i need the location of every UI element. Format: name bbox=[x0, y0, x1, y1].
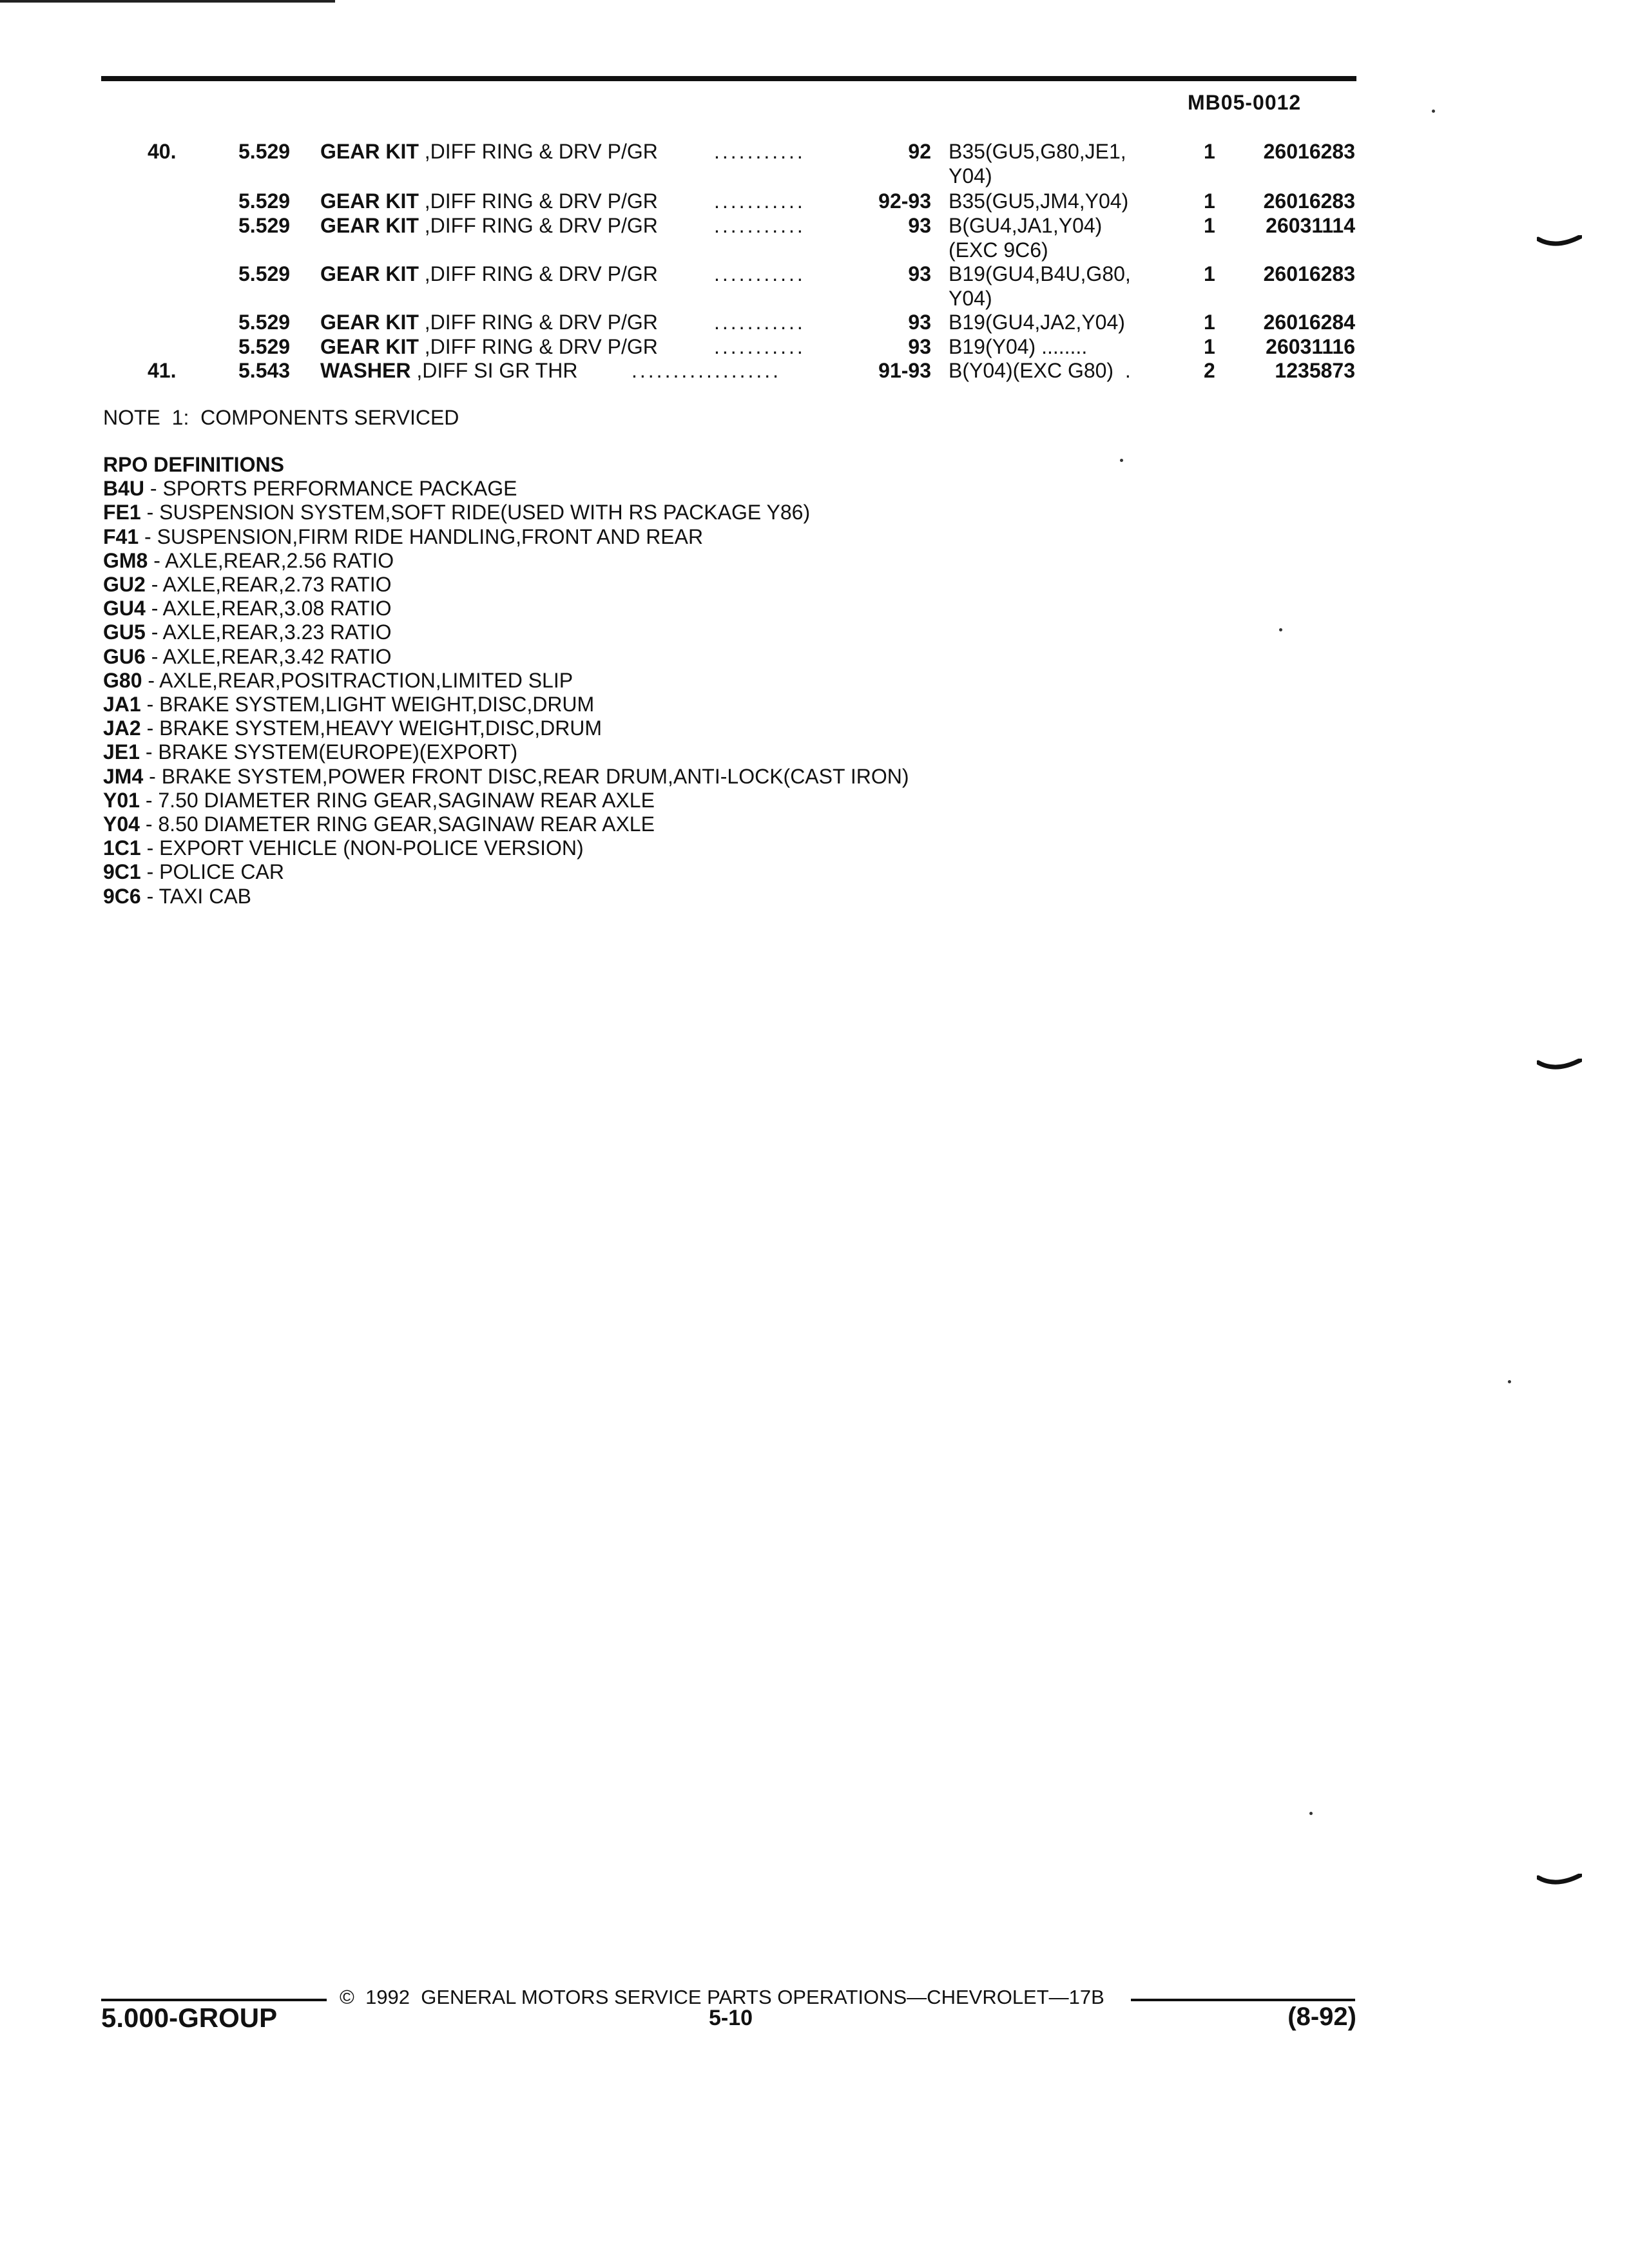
model-year: 92-93 bbox=[878, 189, 931, 213]
part-number: 1235873 bbox=[1275, 359, 1355, 382]
rpo-definition bbox=[103, 740, 909, 764]
quantity: 1 bbox=[1204, 335, 1215, 358]
part-name: WASHER bbox=[320, 359, 411, 382]
rpo-text: - AXLE,REAR,3.08 RATIO bbox=[145, 597, 392, 620]
part-description bbox=[320, 139, 658, 164]
dot-leader: ........... bbox=[714, 311, 805, 334]
document-code: MB05-0012 bbox=[1188, 91, 1302, 114]
ref-number: 41. bbox=[148, 359, 177, 382]
rpo-code: 9C1 bbox=[103, 860, 141, 884]
rpo-code: GU5 bbox=[103, 620, 146, 644]
part-detail: ,DIFF RING & DRV P/GR bbox=[418, 140, 658, 163]
rpo-code: GM8 bbox=[103, 548, 148, 572]
rpo-code: Y04 bbox=[103, 812, 140, 836]
rpo-definition bbox=[103, 525, 909, 549]
rpo-definition bbox=[103, 860, 909, 884]
part-name: GEAR KIT bbox=[320, 140, 419, 163]
rpo-definition bbox=[103, 501, 909, 524]
application-continued: Y04) bbox=[949, 287, 992, 310]
rpo-text: - BRAKE SYSTEM,POWER FRONT DISC,REAR DRUM,ANTI-LOCK(CAST IRON) bbox=[143, 764, 909, 788]
rpo-code: GU6 bbox=[103, 644, 146, 668]
part-number: 26016284 bbox=[1263, 311, 1355, 334]
rpo-definition bbox=[103, 645, 909, 669]
quantity: 1 bbox=[1204, 214, 1215, 237]
rpo-code: B4U bbox=[103, 477, 145, 501]
application: B19(Y04) ........ bbox=[949, 335, 1088, 358]
rpo-text: - AXLE,REAR,2.73 RATIO bbox=[145, 573, 392, 597]
scan-speck bbox=[1120, 459, 1123, 462]
group-number: 5.529 bbox=[238, 140, 291, 163]
part-detail: ,DIFF RING & DRV P/GR bbox=[418, 262, 658, 285]
rpo-text: - AXLE,REAR,POSITRACTION,LIMITED SLIP bbox=[142, 668, 574, 692]
table-row bbox=[0, 139, 1629, 187]
part-number: 26016283 bbox=[1263, 189, 1355, 213]
quantity: 1 bbox=[1204, 311, 1215, 334]
group-number: 5.529 bbox=[238, 335, 291, 358]
scan-speck bbox=[1279, 628, 1282, 631]
part-detail: ,DIFF RING & DRV P/GR bbox=[418, 311, 658, 334]
group-number: 5.529 bbox=[238, 189, 291, 213]
rpo-text: - BRAKE SYSTEM(EUROPE)(EXPORT) bbox=[139, 740, 518, 764]
part-number: 26031116 bbox=[1266, 335, 1355, 358]
group-number: 5.529 bbox=[238, 214, 291, 237]
note-text: NOTE 1: COMPONENTS SERVICED bbox=[103, 406, 459, 429]
quantity: 1 bbox=[1204, 189, 1215, 213]
rpo-text: - EXPORT VEHICLE (NON-POLICE VERSION) bbox=[140, 836, 584, 860]
part-detail: ,DIFF RING & DRV P/GR bbox=[418, 214, 658, 237]
quantity: 1 bbox=[1204, 262, 1215, 285]
rpo-text: - AXLE,REAR,3.42 RATIO bbox=[145, 644, 392, 668]
part-description bbox=[320, 358, 577, 383]
ref-number: 40. bbox=[148, 140, 177, 163]
rpo-code: Y01 bbox=[103, 788, 140, 812]
table-row bbox=[0, 188, 1629, 214]
rpo-definition bbox=[103, 716, 909, 740]
footer-rule bbox=[101, 1999, 327, 2001]
footer-group-label: 5.000-GROUP bbox=[101, 2003, 278, 2033]
rpo-code: GU4 bbox=[103, 597, 146, 620]
revision-date: (8-92) bbox=[1287, 2003, 1356, 2031]
dot-leader: ........... bbox=[714, 189, 805, 213]
scan-speck bbox=[1309, 1812, 1313, 1815]
application-continued: (EXC 9C6) bbox=[949, 238, 1048, 262]
dot-leader: ........... bbox=[714, 140, 805, 163]
model-year: 93 bbox=[908, 262, 931, 285]
application-continued: Y04) bbox=[949, 164, 992, 187]
rpo-definition bbox=[103, 836, 909, 860]
part-detail: ,DIFF RING & DRV P/GR bbox=[418, 189, 658, 213]
rpo-text: - POLICE CAR bbox=[140, 860, 284, 884]
rpo-text: - TAXI CAB bbox=[140, 884, 251, 908]
application: B(GU4,JA1,Y04) bbox=[949, 214, 1103, 237]
rpo-text: - BRAKE SYSTEM,HEAVY WEIGHT,DISC,DRUM bbox=[140, 716, 602, 740]
rpo-code: JA1 bbox=[103, 693, 141, 716]
part-name: GEAR KIT bbox=[320, 214, 419, 237]
rpo-heading: RPO DEFINITIONS bbox=[103, 453, 284, 476]
rpo-code: JA2 bbox=[103, 716, 141, 740]
dot-leader: ........... bbox=[714, 262, 805, 285]
application: B(Y04)(EXC G80) . bbox=[949, 359, 1131, 382]
part-name: GEAR KIT bbox=[320, 189, 419, 213]
table-row bbox=[0, 358, 1629, 383]
rpo-definition bbox=[103, 477, 909, 501]
rpo-code: 1C1 bbox=[103, 836, 141, 860]
application: B19(GU4,B4U,G80, bbox=[949, 262, 1131, 285]
rpo-text: - BRAKE SYSTEM,LIGHT WEIGHT,DISC,DRUM bbox=[140, 693, 595, 716]
rpo-text: - SUSPENSION,FIRM RIDE HANDLING,FRONT AND REAR bbox=[139, 524, 704, 548]
rpo-text: - SPORTS PERFORMANCE PACKAGE bbox=[144, 477, 517, 501]
footer-copyright: © 1992 GENERAL MOTORS SERVICE PARTS OPERATIONS—CHEVROLET—17B bbox=[340, 1986, 1104, 2008]
rpo-code: F41 bbox=[103, 524, 139, 548]
table-row bbox=[0, 213, 1629, 262]
part-detail: ,DIFF SI GR THR bbox=[410, 359, 578, 382]
rpo-text: - 7.50 DIAMETER RING GEAR,SAGINAW REAR AXLE bbox=[139, 788, 655, 812]
part-number: 26016283 bbox=[1263, 262, 1355, 285]
model-year: 91-93 bbox=[878, 359, 931, 382]
rpo-code: JM4 bbox=[103, 764, 144, 788]
rpo-definition bbox=[103, 765, 909, 789]
group-number: 5.529 bbox=[238, 311, 291, 334]
rpo-definition bbox=[103, 789, 909, 812]
rpo-definition bbox=[103, 573, 909, 597]
rpo-definition bbox=[103, 597, 909, 620]
part-number: 26031114 bbox=[1266, 214, 1355, 237]
part-name: GEAR KIT bbox=[320, 262, 419, 285]
rpo-definition bbox=[103, 812, 909, 836]
scan-speck bbox=[1432, 110, 1435, 113]
application: B35(GU5,JM4,Y04) bbox=[949, 189, 1129, 213]
part-number: 26016283 bbox=[1263, 140, 1355, 163]
part-description bbox=[320, 188, 658, 214]
part-detail: ,DIFF RING & DRV P/GR bbox=[418, 335, 658, 358]
model-year: 93 bbox=[908, 214, 931, 237]
rpo-code: GU2 bbox=[103, 573, 146, 597]
group-number: 5.529 bbox=[238, 262, 291, 285]
part-name: GEAR KIT bbox=[320, 311, 419, 334]
part-description bbox=[320, 213, 658, 238]
application: B35(GU5,G80,JE1, bbox=[949, 140, 1126, 163]
table-row bbox=[0, 309, 1629, 335]
quantity: 2 bbox=[1204, 359, 1215, 382]
rpo-text: - 8.50 DIAMETER RING GEAR,SAGINAW REAR AXLE bbox=[139, 812, 655, 836]
part-name: GEAR KIT bbox=[320, 335, 419, 358]
rpo-code: FE1 bbox=[103, 501, 141, 524]
rpo-text: - AXLE,REAR,2.56 RATIO bbox=[148, 548, 394, 572]
rpo-code: JE1 bbox=[103, 740, 140, 764]
rpo-definition bbox=[103, 620, 909, 644]
part-description bbox=[320, 261, 658, 287]
scan-speck bbox=[1508, 1380, 1511, 1383]
page-number: 5-10 bbox=[709, 2006, 753, 2030]
model-year: 93 bbox=[908, 311, 931, 334]
rpo-text: - AXLE,REAR,3.23 RATIO bbox=[145, 620, 392, 644]
rpo-definition bbox=[103, 693, 909, 716]
rpo-code: G80 bbox=[103, 668, 142, 692]
model-year: 92 bbox=[908, 140, 931, 163]
model-year: 93 bbox=[908, 335, 931, 358]
binder-hole-mark bbox=[1537, 1059, 1582, 1074]
header-rule bbox=[101, 76, 1356, 81]
rpo-definition bbox=[103, 885, 909, 908]
application: B19(GU4,JA2,Y04) bbox=[949, 311, 1125, 334]
binder-hole-mark bbox=[1537, 1874, 1582, 1889]
scan-edge-rule bbox=[0, 0, 335, 3]
footer-rule bbox=[1131, 1999, 1355, 2001]
rpo-definition bbox=[103, 669, 909, 693]
dot-leader: ........... bbox=[714, 335, 805, 358]
part-description bbox=[320, 309, 658, 335]
quantity: 1 bbox=[1204, 140, 1215, 163]
rpo-definitions bbox=[103, 453, 909, 908]
part-description bbox=[320, 334, 658, 360]
binder-hole-mark bbox=[1537, 235, 1582, 251]
dot-leader: .................. bbox=[631, 359, 782, 382]
dot-leader: ........... bbox=[714, 214, 805, 237]
rpo-text: - SUSPENSION SYSTEM,SOFT RIDE(USED WITH RS PACKAGE Y86) bbox=[140, 501, 811, 524]
rpo-definition bbox=[103, 549, 909, 573]
table-row bbox=[0, 334, 1629, 360]
rpo-code: 9C6 bbox=[103, 884, 141, 908]
table-row bbox=[0, 261, 1629, 310]
group-number: 5.543 bbox=[238, 359, 291, 382]
